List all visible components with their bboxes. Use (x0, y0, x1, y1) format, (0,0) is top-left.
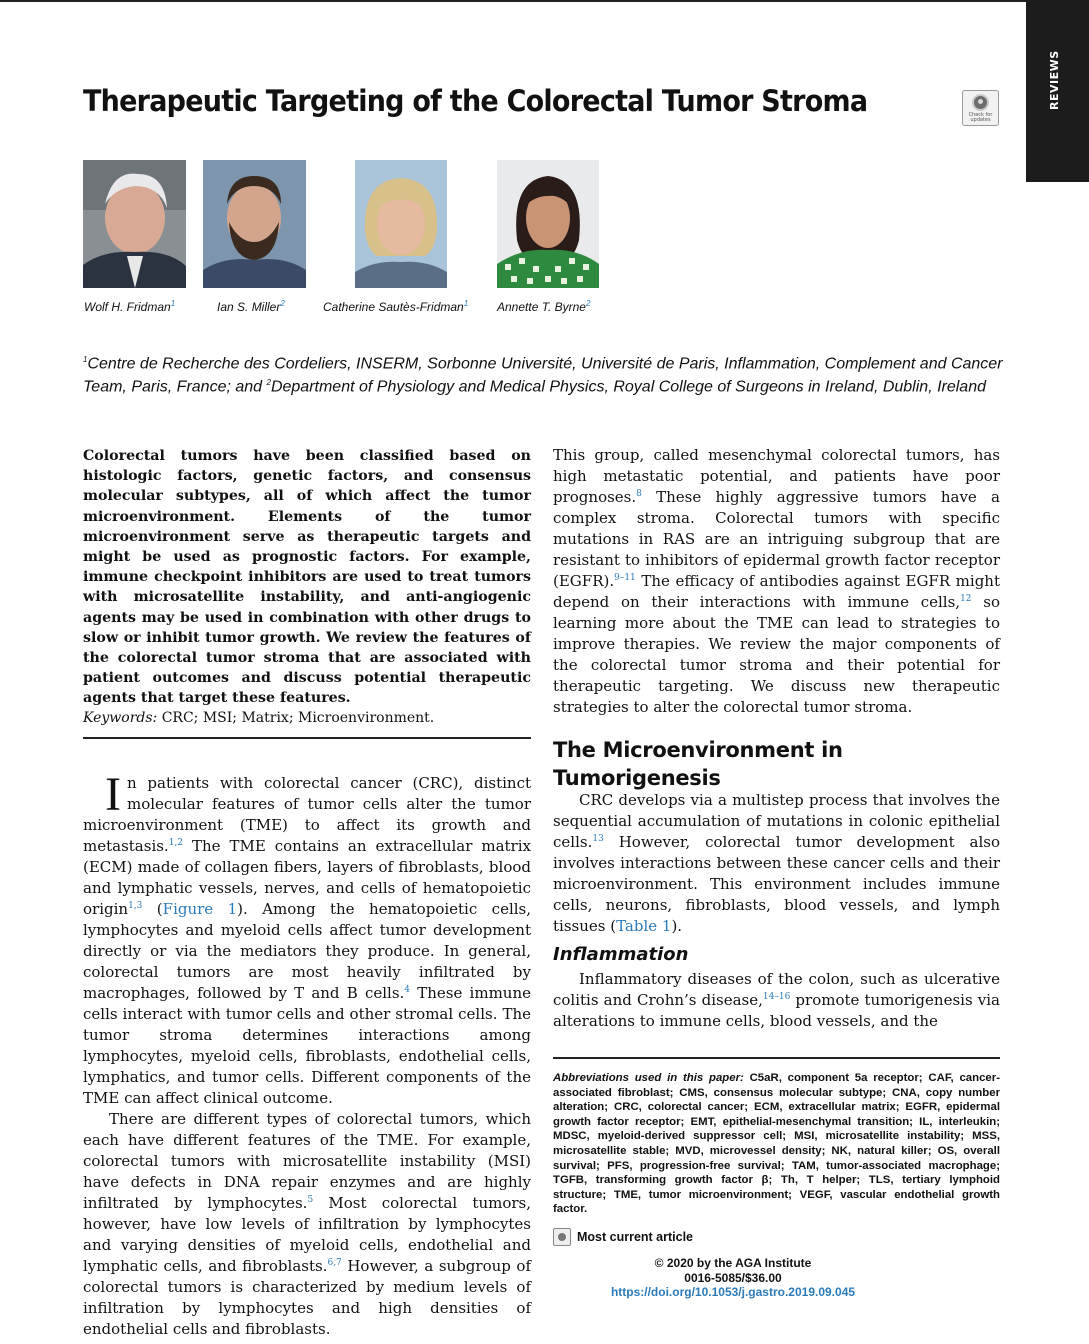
subsection-body: Inflammatory diseases of the colon, such as ulcerative colitis and Crohn’s disease,$^{14-16}$ promote tumorigenesis via alterations to immune cells, blood vessels, and the (553, 970, 1000, 1030)
most-current-article[interactable] (553, 1228, 693, 1246)
abstract-divider (83, 737, 531, 739)
abstract: Colorectal tumors have been classified based on histologic factors, genetic factors, and consensus molecular subtypes, all of which affect the tumor microenvironment. Elements of the tumor microenvironment serve as therapeutic targets and might be used as prognostic factors. For example, immune checkpoint inhibitors are used to treat tumors with microsatellite instability, and anti-angiogenic agents may be used in combination with other drugs to slow or inhibit tumor growth. We review the features of the colorectal tumor stroma that are associated with patient outcomes and discuss potential therapeutic agents that target these features. (83, 448, 531, 707)
author-photo-miller (203, 160, 306, 288)
most-current-icon (553, 1228, 571, 1246)
figure-1-link[interactable]: Figure 1 (162, 900, 238, 918)
doi-link[interactable]: https://doi.org/10.1053/j.gastro.2019.09.045 (610, 1285, 856, 1299)
author-photo-byrne (497, 160, 599, 288)
crossmark-icon (972, 94, 989, 111)
abbreviations-divider (553, 1057, 1000, 1059)
author-photo-fridman (83, 160, 186, 288)
author-name: Wolf H. Fridman$^1$ (84, 299, 176, 314)
section-tab (1026, 0, 1089, 182)
author-name: Annette T. Byrne$^2$ (497, 299, 591, 314)
article-title: Therapeutic Targeting of the Colorectal Tumor Stroma (83, 84, 868, 118)
issn: 0016-5085/$36.00 (684, 1270, 782, 1285)
section-tab-label: REVIEWS (1048, 50, 1061, 110)
subsection-heading: Inflammation (553, 944, 689, 965)
author-name: Ian S. Miller$^2$ (217, 299, 285, 314)
crossmark-badge[interactable] (962, 90, 999, 126)
affiliations: $^1$Centre de Recherche des Cordeliers, INSERM, Sorbonne Université, Université de Paris, Inflammation, Complement and Cancer Team, Paris, France; and $^2$Department of Physiology and Medical Physics, Royal College of Surgeons in Ireland, Dublin, Ireland (83, 355, 1003, 396)
section-body: CRC develops via a multistep process that involves the sequential accumulation of mutations in colonic epithelial cells.$^{13}$ However, colorectal tumor development also involves interactions between these cancer cells and their microenvironment. This environment includes immune cells, neurons, fibroblasts, blood vessels, and lymph tissues (Table 1). (553, 791, 1000, 935)
introduction: In patients with colorectal cancer (CRC), distinct molecular features of tumor cells alter the tumor microenvironment (TME) to affect its growth and metastasis.$^{1,2}$ The TME contains an extracellular matrix (ECM) made of collagen fibers, layers of fibroblasts, blood and lymphatic vessels, nerves, and cells of hematopoietic origin$^{1,3}$ (Figure 1). Among the hematopoietic cells, lymphocytes and myeloid cells affect tumor development directly or via the mediators they produce. In general, colorectal tumors are most heavily infiltrated by macrophages, followed by T and B cells.$^4$ These immune cells interact with tumor cells and other stromal cells. The tumor stroma determines interactions among lymphocytes, myeloid cells, fibroblasts, endothelial cells, lymphatics, and tumor cells. Different components of the TME can affect clinical outcome. There are different types of colorectal tumors, which each have different features of the TME. For example, colorectal tumors with microsatellite instability (MSI) have defects in DNA repair enzymes and are highly infiltrated by lymphocytes.$^5$ Most colorectal tumors, however, have low levels of infiltration by lymphocytes and varying densities of myeloid cells, endothelial and lymphatic cells, and fibroblasts.$^{6,7}$ However, a subgroup of colorectal tumors is characterized by medium levels of infiltration by lymphocytes and high densities of endothelial cells and fibroblasts. (83, 768, 532, 1338)
author-photo-sautes-fridman (355, 160, 447, 288)
body-continuation: This group, called mesenchymal colorectal tumors, has high metastatic potential, and patients have poor prognoses.$^8$ These highly aggressive tumors have a complex stroma. Colorectal tumors with specific mutations in RAS are an intriguing subgroup that are resistant to inhibitors of epidermal growth factor receptor (EGFR).$^{9-11}$ The efficacy of antibodies against EGFR might depend on their interactions with immune cells,$^{12}$ so learning more about the TME can lead to strategies to improve therapies. We review the major components of the colorectal tumor stroma and their potential for therapeutic targeting. We discuss new therapeutic strategies to alter the colorectal tumor stroma. (553, 446, 1000, 716)
section-heading: The Microenvironment in Tumorigenesis (553, 738, 843, 790)
top-rule (0, 0, 1089, 2)
footer (553, 1256, 913, 1300)
drop-cap: I (105, 768, 121, 821)
keywords: Keywords: CRC; MSI; Matrix; Microenvironment. (83, 710, 435, 726)
abbreviations: Abbreviations used in this paper: C5aR, component 5a receptor; CAF, cancer-associated fibroblast; CMS, consensus molecular subtype; CNA, copy number alteration; CRC, colorectal cancer; ECM, extracellular matrix; EGFR, epidermal growth factor receptor; EMT, epithelial-mesenchymal transition; IL, interleukin; MDSC, myeloid-derived suppressor cell; MSI, microsatellite instability; MSS, microsatellite stable; MVD, microvessel density; NK, natural killer; OS, overall survival; PFS, progression-free survival; TAM, tumor-associated macrophage; TGFB, transforming growth factor β; Th, T helper; TLS, tertiary lymphoid structure; TME, tumor microenvironment; VEGF, vascular endothelial growth factor. (553, 1072, 1000, 1216)
author-name: Catherine Sautès-Fridman$^1$ (323, 299, 469, 314)
copyright: © 2020 by the AGA Institute (654, 1256, 812, 1270)
table-1-link[interactable]: Table 1 (616, 917, 672, 935)
crossmark-label: Check for updates (968, 112, 993, 123)
most-current-label: Most current article (577, 1230, 694, 1244)
